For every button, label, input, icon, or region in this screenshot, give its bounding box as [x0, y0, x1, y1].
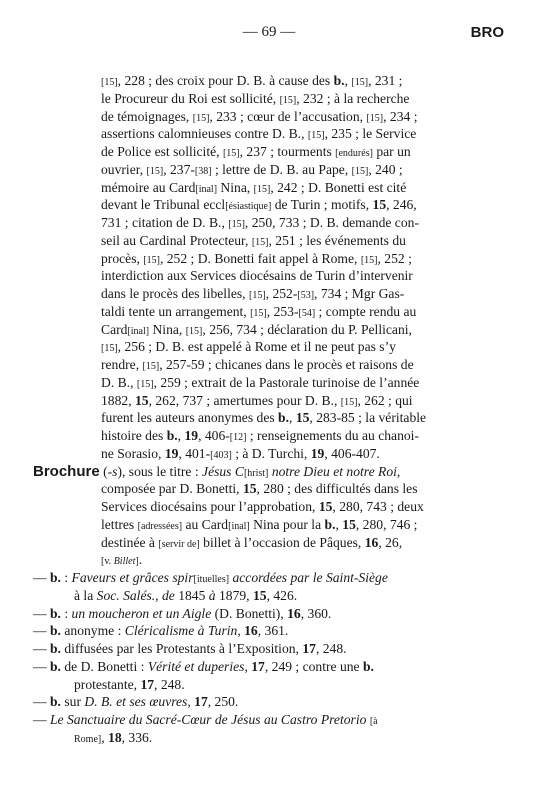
text-line: mémoire au Card[inal] Nina, [15], 242 ; D. Bonetti est cité	[101, 179, 407, 195]
text-line: à la Soc. Salés., de 1845 à 1879, 15, 426.	[74, 587, 298, 603]
text-line: devant le Tribunal eccl[ésiastique] de Turin ; motifs, 15, 246,	[101, 197, 417, 213]
text-line: — b. : un moucheron et un Aigle (D. Bonetti), 16, 360.	[33, 605, 332, 621]
text-line: taldi tente un arrangement, [15], 253-[54] ; compte rendu au	[101, 303, 417, 319]
text-line: interdiction aux Services diocésains de Turin d’intervenir	[101, 268, 413, 284]
text-line: furent les auteurs anonymes des b., 15, 283-85 ; la véritable	[101, 410, 427, 426]
text-line: rendre, [15], 257-59 ; chicanes dans le procès et raisons de	[101, 357, 414, 372]
text-line: Card[inal] Nina, [15], 256, 734 ; déclaration du P. Pellicani,	[101, 321, 412, 337]
text-line: Services diocésains pour l’approbation, 15, 280, 743 ; deux	[101, 499, 424, 514]
text-line: — b. : Faveurs et grâces spir[ituelles] accordées par le Saint-Siège	[33, 570, 388, 585]
text-line: ouvrier, [15], 237-[38] ; lettre de D. B. au Pape, [15], 240 ;	[101, 161, 403, 177]
running-head: BRO	[470, 24, 504, 41]
text-line: le Procureur du Roi est sollicité, [15], 232 ; à la recherche	[101, 90, 410, 106]
text-line: protestante, 17, 248.	[74, 676, 185, 692]
text-line: Brochure (-s), sous le titre : Jésus C[hrist] notre Dieu et notre Roi,	[33, 462, 401, 480]
text-line: assertions calomnieuses contre D. B., [15], 235 ; le Service	[101, 126, 417, 142]
text-line: 1882, 15, 262, 737 ; amertumes pour D. B., [15], 262 ; qui	[101, 392, 413, 408]
text-line: — b. diffusées par les Protestants à l’Exposition, 17, 248.	[33, 641, 347, 656]
text-line: [15], 228 ; des croix pour D. B. à cause des b., [15], 231 ;	[101, 73, 403, 88]
text-line: Rome], 18, 336.	[74, 729, 153, 745]
text-line: seil au Cardinal Protecteur, [15], 251 ; les événements du	[101, 232, 406, 248]
text-line: [15], 256 ; D. B. est appelé à Rome et il ne peut pas s’y	[101, 339, 396, 355]
text-line: dans le procès des libelles, [15], 252-[53], 734 ; Mgr Gas-	[101, 286, 405, 301]
text-line: — b. sur D. B. et ses œuvres, 17, 250.	[33, 694, 239, 710]
text-line: [v. Billet].	[101, 552, 143, 568]
page-number: — 69 —	[242, 24, 296, 40]
text-line: composée par D. Bonetti, 15, 280 ; des difficultés dans les	[101, 481, 418, 497]
text-line: — b. de D. Bonetti : Vérité et duperies, 17, 249 ; contre une b.	[33, 658, 374, 674]
text-line: — Le Sanctuaire du Sacré-Cœur de Jésus au Castro Pretorio [à	[33, 712, 378, 727]
text-line: ne Sorasio, 19, 401-[403] ; à D. Turchi, 19, 406-407.	[101, 445, 380, 461]
text-line: de Police est sollicité, [15], 237 ; tourments [endurés] par un	[101, 144, 411, 159]
text-line: D. B., [15], 259 ; extrait de la Pastorale turinoise de l’année	[101, 374, 420, 390]
text-line: lettres [adressées] au Card[inal] Nina pour la b., 15, 280, 746 ;	[101, 516, 418, 532]
text-line: — b. anonyme : Cléricalisme à Turin, 16, 361.	[33, 623, 289, 639]
text-line: procès, [15], 252 ; D. Bonetti fait appel à Rome, [15], 252 ;	[101, 250, 412, 266]
text-line: 731 ; citation de D. B., [15], 250, 733 ; D. B. demande con-	[101, 215, 419, 230]
page-header	[0, 24, 538, 44]
text-line: destinée à [servir de] billet à l’occasion de Pâques, 16, 26,	[101, 534, 403, 550]
text-line: histoire des b., 19, 406-[12] ; renseignements du au chanoi-	[101, 428, 419, 443]
text-line: de témoignages, [15], 233 ; cœur de l’accusation, [15], 234 ;	[101, 108, 418, 124]
index-entry-text	[0, 72, 538, 747]
